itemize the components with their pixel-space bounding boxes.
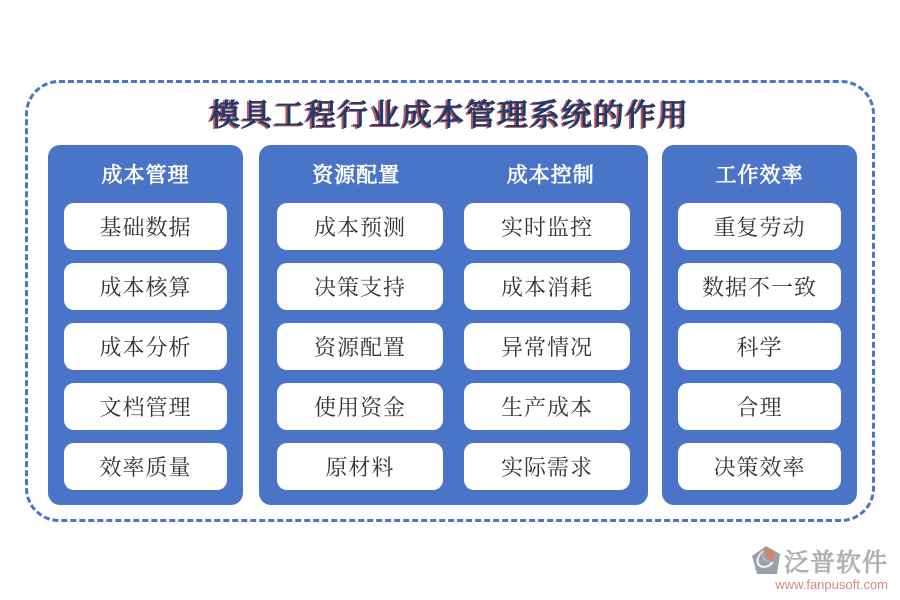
item-card: 使用资金 (277, 383, 443, 430)
panel-header-row (259, 145, 648, 203)
item-card: 实时监控 (464, 203, 630, 250)
item-card: 资源配置 (277, 323, 443, 370)
item-card: 成本消耗 (464, 263, 630, 310)
item-card: 异常情况 (464, 323, 630, 370)
panel-card-columns (259, 203, 648, 503)
panel-header: 成本管理 (101, 163, 190, 187)
brand-footer (728, 543, 888, 592)
item-card: 文档管理 (64, 383, 227, 430)
item-card: 成本预测 (277, 203, 443, 250)
brand-name: 泛普软件 (783, 550, 888, 577)
item-card: 成本核算 (64, 263, 227, 310)
item-card: 基础数据 (64, 203, 227, 250)
item-card: 效率质量 (64, 443, 227, 490)
panel-resource-and-control (259, 145, 648, 505)
item-card: 决策支持 (277, 263, 443, 310)
item-card: 原材料 (277, 443, 443, 490)
fanpu-logo-icon (750, 545, 782, 577)
brand-url: www.fanpusoft.com (775, 577, 888, 592)
item-card: 实际需求 (464, 443, 630, 490)
item-card: 决策效率 (678, 443, 841, 490)
panel-work-efficiency (662, 145, 857, 505)
panel-header: 成本控制 (506, 163, 595, 187)
item-card: 合理 (678, 383, 841, 430)
item-card: 科学 (678, 323, 841, 370)
panel-cost-management (48, 145, 243, 505)
item-card: 重复劳动 (678, 203, 841, 250)
panel-header: 工作效率 (715, 163, 804, 187)
panel-card-list (662, 203, 857, 490)
panel-card-list (48, 203, 243, 490)
brand-row (728, 543, 888, 579)
item-card: 成本分析 (64, 323, 227, 370)
panel-header: 资源配置 (312, 163, 401, 187)
item-card: 数据不一致 (678, 263, 841, 310)
column-cost-control (464, 203, 630, 503)
item-card: 生产成本 (464, 383, 630, 430)
diagram-title: 模具工程行业成本管理系统的作用 (210, 99, 690, 132)
column-resource-allocation (277, 203, 443, 503)
